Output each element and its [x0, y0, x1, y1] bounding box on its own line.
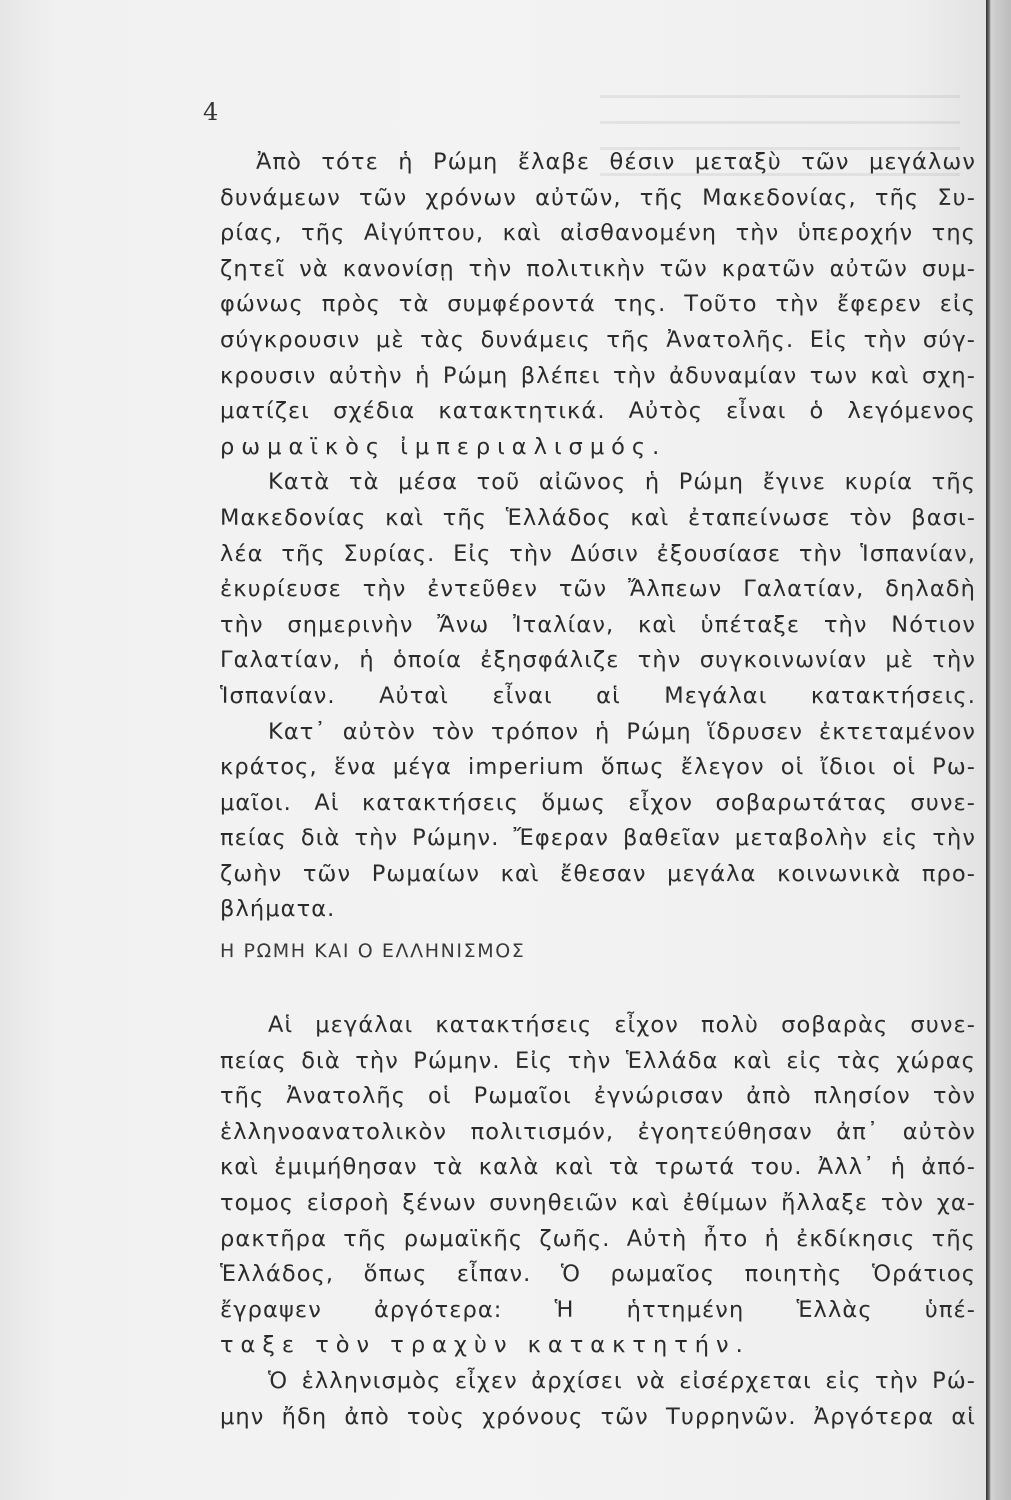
- text-line: Ἀπὸ τότε ἡ Ρώμη ἔλαβε θέσιν μεταξὺ τῶν μεγάλων: [256, 149, 976, 175]
- text-line: πείας διὰ τὴν Ρώμην. Εἰς τὴν Ἑλλάδα καὶ εἰς τὰς χώρας: [220, 1047, 976, 1074]
- text-line: ρίας, τῆς Αἰγύπτου, καὶ αἰσθανομένη τὴν ὑπεροχήν της: [220, 220, 976, 247]
- text-line: σύγκρουσιν μὲ τὰς δυνάμεις τῆς Ἀνατολῆς. Εἰς τὴν σύγ-: [220, 326, 976, 353]
- text-line: Μακεδονίας καὶ τῆς Ἑλλάδος καὶ ἐταπείνωσε τὸν βασι-: [220, 504, 976, 531]
- text-line: φώνως πρὸς τὰ συμφέροντά της. Τοῦτο τὴν ἔφερεν εἰς: [220, 291, 976, 318]
- text-line: κρουσιν αὐτὴν ἡ Ρώμη βλέπει τὴν ἀδυναμίαν των καὶ σχη-: [220, 362, 976, 389]
- text-line: ζητεῖ νὰ κανονίσῃ τὴν πολιτικὴν τῶν κρατῶν αὐτῶν συμ-: [220, 255, 976, 282]
- text-line: ματίζει σχέδια κατακτητικά. Αὐτὸς εἶναι ὁ λεγόμενος: [220, 398, 976, 425]
- text-line: Κατ᾿ αὐτὸν τὸν τρόπον ἡ Ρώμη ἵδρυσεν ἐκτεταμένον: [268, 718, 976, 745]
- text-line: Ἑλλάδος, ὅπως εἶπαν. Ὁ ρωμαῖος ποιητὴς Ὁράτιος: [220, 1261, 976, 1288]
- text-line: ἐκυρίευσε τὴν ἐντεῦθεν τῶν Ἄλπεων Γαλατίαν, δηλαδὴ: [220, 576, 976, 603]
- text-line: Ὁ ἑλληνισμὸς εἶχεν ἀρχίσει νὰ εἰσέρχεται εἰς τὴν Ρώ-: [268, 1367, 976, 1394]
- text-line: Αἱ μεγάλαι κατακτήσεις εἶχον πολὺ σοβαρὰς συνε-: [268, 1012, 976, 1038]
- text-line-emphasis: ρωμαϊκὸς ἰμπεριαλισμός.: [220, 433, 667, 460]
- text-line-emphasis: ταξε τὸν τραχὺν κατακτητήν.: [220, 1332, 750, 1359]
- page-number: 4: [203, 98, 219, 126]
- text-line: μην ἤδη ἀπὸ τοὺς χρόνους τῶν Τυρρηνῶν. Ἀργότερα αἱ: [220, 1403, 976, 1430]
- text-line: λέα τῆς Συρίας. Εἰς τὴν Δύσιν ἐξουσίασε τὴν Ἱσπανίαν,: [220, 540, 976, 567]
- text-line: μαῖοι. Αἱ κατακτήσεις ὅμως εἶχον σοβαρωτάτας συνε-: [220, 789, 976, 816]
- page-binding-edge: [986, 0, 1011, 1500]
- section-1-text: [220, 145, 976, 928]
- section-2-text: [220, 1008, 976, 1435]
- text-line: Κατὰ τὰ μέσα τοῦ αἰῶνος ἡ Ρώμη ἔγινε κυρία τῆς: [268, 469, 976, 496]
- text-line: τῆς Ἀνατολῆς οἱ Ρωμαῖοι ἐγνώρισαν ἀπὸ πλησίον τὸν: [220, 1083, 976, 1110]
- text-line: Γαλατίαν, ἡ ὁποία ἐξησφάλιζε τὴν συγκοινωνίαν μὲ τὴν: [220, 647, 976, 674]
- text-line: τὴν σημερινὴν Ἄνω Ἰταλίαν, καὶ ὑπέταξε τὴν Νότιον: [220, 611, 976, 638]
- text-line: δυνάμεων τῶν χρόνων αὐτῶν, τῆς Μακεδονίας, τῆς Συ-: [220, 184, 976, 211]
- text-line: τομος εἰσροὴ ξένων συνηθειῶν καὶ ἐθίμων ἤλλαξε τὸν χα-: [220, 1189, 976, 1216]
- text-line: Ἱσπανίαν. Αὐταὶ εἶναι αἱ Μεγάλαι κατακτήσεις.: [220, 682, 976, 709]
- text-line: ρακτῆρα τῆς ρωμαϊκῆς ζωῆς. Αὐτὴ ἦτο ἡ ἐκδίκησις τῆς: [220, 1225, 976, 1252]
- text-line: ἑλληνοανατολικὸν πολιτισμόν, ἐγοητεύθησαν ἀπ᾿ αὐτὸν: [220, 1118, 976, 1145]
- section-heading: Η ΡΩΜΗ ΚΑΙ Ο ΕΛΛΗΝΙΣΜΟΣ: [220, 940, 526, 962]
- text-line: κράτος, ἕνα μέγα imperium ὅπως ἔλεγον οἱ ἴδιοι οἱ Ρω-: [220, 754, 976, 781]
- text-line: ἔγραψεν ἀργότερα: Ἡ ἡττημένη Ἑλλὰς ὑπέ-: [220, 1296, 976, 1323]
- text-line: καὶ ἐμιμήθησαν τὰ καλὰ καὶ τὰ τρωτά του. Ἀλλ᾿ ἡ ἀπό-: [220, 1154, 976, 1181]
- text-line: βλήματα.: [220, 896, 336, 923]
- text-line: πείας διὰ τὴν Ρώμην. Ἔφεραν βαθεῖαν μεταβολὴν εἰς τὴν: [220, 825, 976, 852]
- text-line: ζωὴν τῶν Ρωμαίων καὶ ἔθεσαν μεγάλα κοινωνικὰ προ-: [220, 860, 976, 887]
